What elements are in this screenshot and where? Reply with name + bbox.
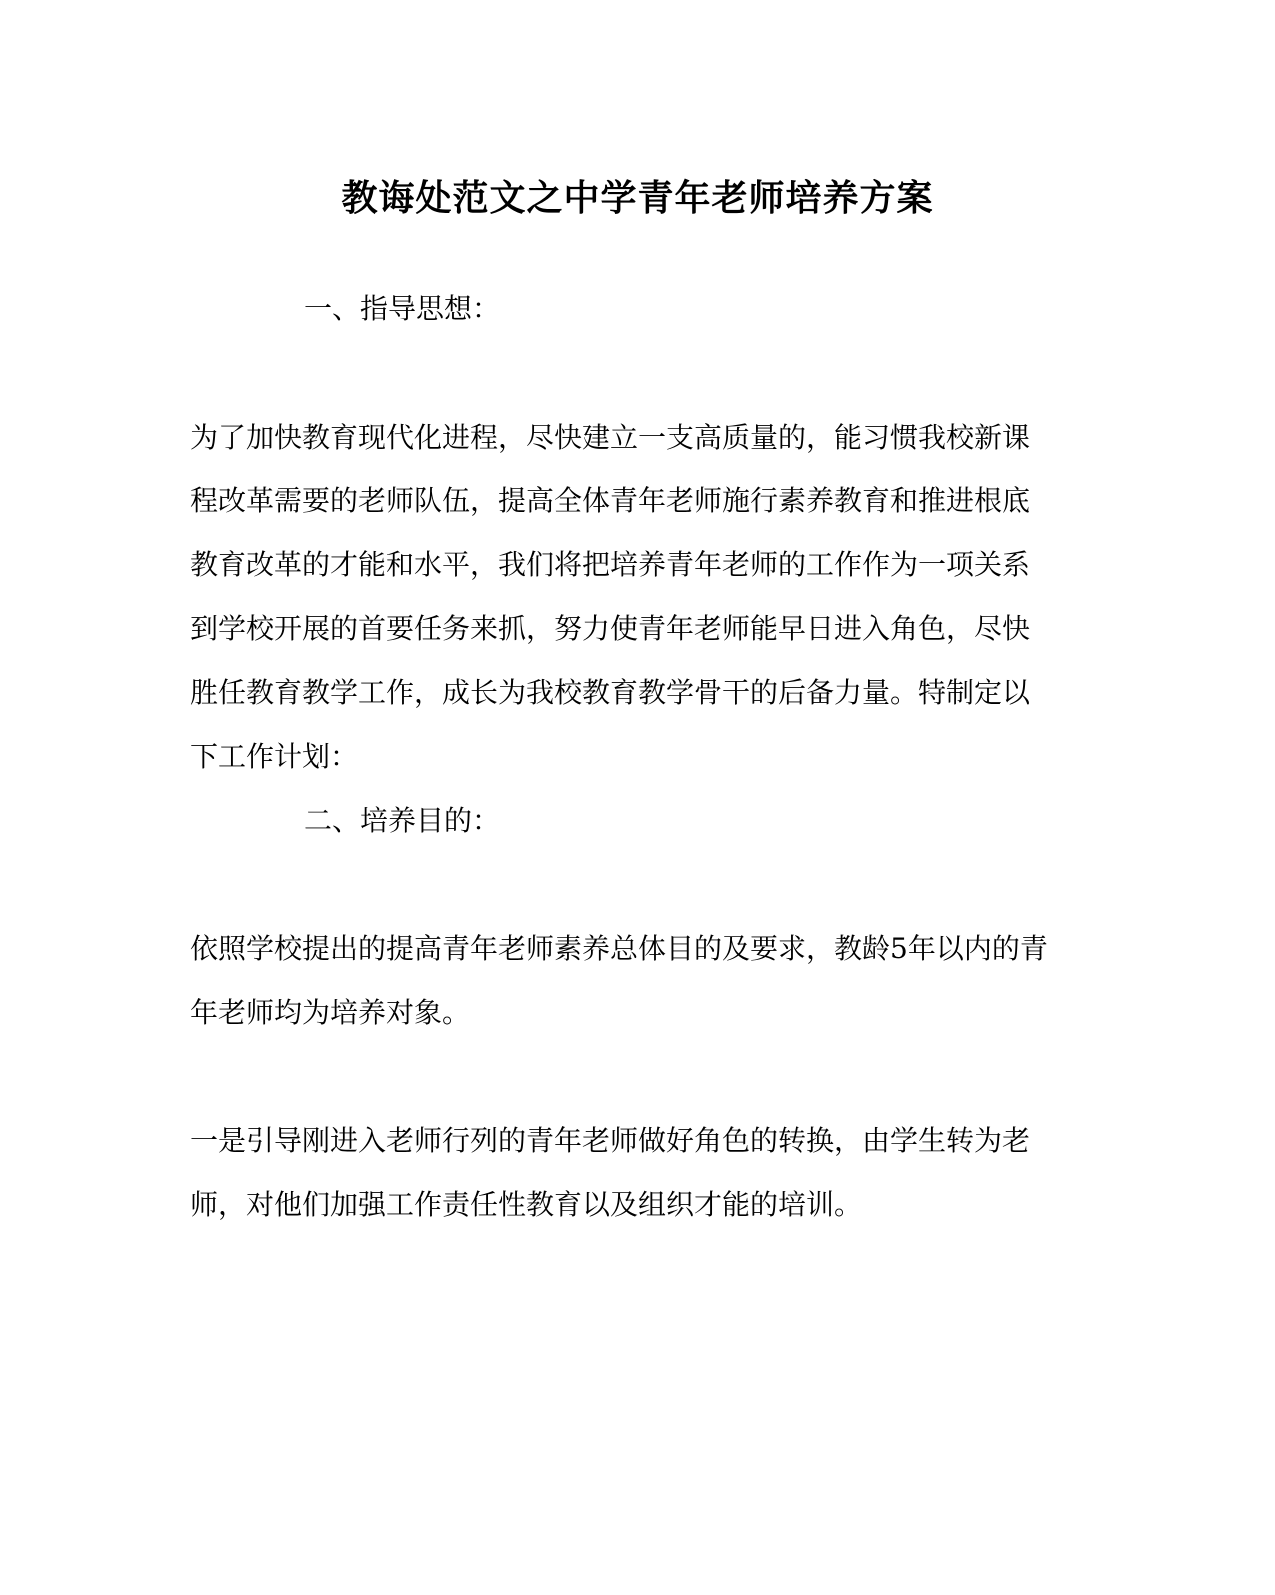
paragraph-line: 程改革需要的老师队伍，提高全体青年老师施行素养教育和推进根底 (190, 484, 1031, 517)
section-heading-training-goal: 二、培养目的： (304, 804, 501, 837)
paragraph-line: 一是引导刚进入老师行列的青年老师做好角色的转换，由学生转为老 (190, 1124, 1031, 1157)
section-heading-guiding-ideology: 一、指导思想： (304, 292, 501, 325)
paragraph-line: 下工作计划： (190, 740, 359, 773)
paragraph-line: 依照学校提出的提高青年老师素养总体目的及要求，教龄5年以内的青 (190, 932, 1048, 965)
paragraph-line: 教育改革的才能和水平，我们将把培养青年老师的工作作为一项关系 (190, 548, 1031, 581)
paragraph-line: 到学校开展的首要任务来抓，努力使青年老师能早日进入角色，尽快 (190, 612, 1031, 645)
paragraph-line: 为了加快教育现代化进程，尽快建立一支高质量的，能习惯我校新课 (190, 421, 1031, 454)
document-title: 教诲处范文之中学青年老师培养方案 (341, 177, 934, 219)
paragraph-line: 年老师均为培养对象。 (190, 996, 471, 1029)
paragraph-line: 胜任教育教学工作，成长为我校教育教学骨干的后备力量。特制定以 (190, 676, 1031, 709)
paragraph-line: 师，对他们加强工作责任性教育以及组织才能的培训。 (190, 1188, 863, 1221)
